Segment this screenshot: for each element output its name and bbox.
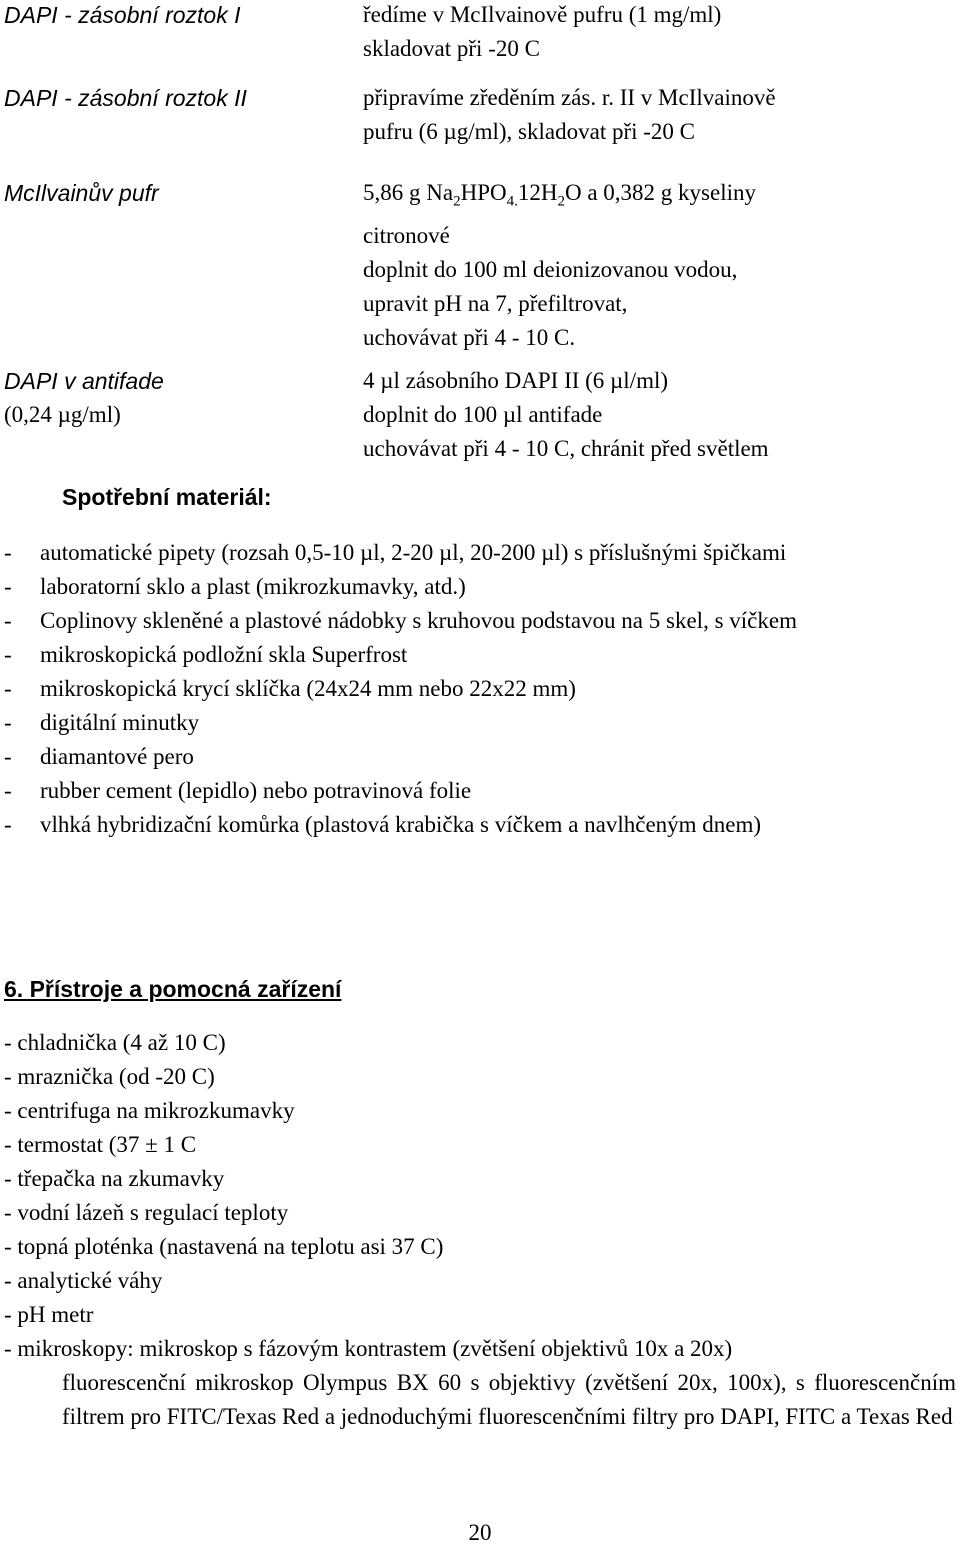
equipment-list bbox=[4, 1026, 956, 1434]
definition-term: McIlvainův pufr bbox=[4, 180, 159, 206]
definition-description bbox=[363, 0, 721, 66]
definition-subterm: (0,24 µg/ml) bbox=[4, 402, 121, 427]
definition-description bbox=[363, 81, 776, 149]
description-line: uchovávat při 4 - 10 C. bbox=[363, 324, 576, 350]
list-item-microscopes: - mikroskopy: mikroskop s fázovým kontrastem (zvětšení objektivů 10x a 20x) bbox=[4, 1336, 733, 1361]
list-item: - vlhká hybridizační komůrka (plastová krabička s víčkem a navlhčeným dnem) bbox=[4, 812, 762, 837]
consumables-list bbox=[4, 536, 956, 842]
description-line: skladovat při -20 C bbox=[363, 36, 540, 61]
definition-term: DAPI - zásobní roztok I bbox=[4, 2, 241, 28]
list-item: - rubber cement (lepidlo) nebo potravinová folie bbox=[4, 778, 472, 803]
description-line: uchovávat při 4 - 10 C, chránit před světlem bbox=[363, 436, 769, 461]
chapter-heading: 6. Přístroje a pomocná zařízení bbox=[4, 976, 342, 1002]
list-item-continuation: fluorescenční mikroskop Olympus BX 60 s objektivy (zvětšení 20x, 100x), s fluorescenčním filtrem pro FITC/Texas Red a jednoduchými fluorescenčními filtry pro DAPI, FITC a Texas Red bbox=[62, 1370, 956, 1429]
list-item: - termostat (37 ± 1 C bbox=[4, 1132, 197, 1157]
description-line: ředíme v McIlvainově pufru (1 mg/ml) bbox=[363, 2, 722, 27]
definition-description bbox=[363, 176, 756, 355]
list-item: - mikroskopická krycí sklíčka (24x24 mm nebo 22x22 mm) bbox=[4, 676, 576, 701]
definition-term: DAPI - zásobní roztok II bbox=[4, 85, 247, 111]
list-item: - topná ploténka (nastavená na teplotu asi 37 C) bbox=[4, 1234, 444, 1259]
definition-description bbox=[363, 364, 769, 466]
list-item: - digitální minutky bbox=[4, 710, 200, 735]
description-line: 4 µl zásobního DAPI II (6 µl/ml) bbox=[363, 368, 669, 393]
list-item: - analytické váhy bbox=[4, 1268, 163, 1293]
list-item: - vodní lázeň s regulací teploty bbox=[4, 1200, 289, 1225]
list-item: - chladnička (4 až 10 C) bbox=[4, 1030, 226, 1055]
page-number: 20 bbox=[468, 1520, 492, 1545]
list-item: - třepačka na zkumavky bbox=[4, 1166, 225, 1191]
list-item: - pH metr bbox=[4, 1302, 94, 1327]
description-line: doplnit do 100 ml deionizovanou vodou, bbox=[363, 256, 738, 282]
description-line: pufru (6 µg/ml), skladovat při -20 C bbox=[363, 119, 696, 144]
list-item: - automatické pipety (rozsah 0,5-10 µl, 2-20 µl, 20-200 µl) s příslušnými špičkami bbox=[4, 540, 787, 565]
consumables-heading: Spotřební materiál: bbox=[62, 484, 272, 510]
description-line: upravit pH na 7, přefiltrovat, bbox=[363, 290, 628, 316]
description-line: připravíme zředěním zás. r. II v McIlvainově bbox=[363, 85, 776, 110]
list-item: - centrifuga na mikrozkumavky bbox=[4, 1098, 295, 1123]
description-line: doplnit do 100 µl antifade bbox=[363, 402, 603, 427]
list-item: - diamantové pero bbox=[4, 744, 194, 769]
list-item: - mraznička (od -20 C) bbox=[4, 1064, 215, 1089]
definition-term: DAPI v antifade (0,24 µg/ml) bbox=[4, 364, 164, 432]
description-line: citronové bbox=[363, 222, 450, 248]
list-item: - laboratorní sklo a plast (mikrozkumavky, atd.) bbox=[4, 574, 466, 599]
list-item: - Coplinovy skleněné a plastové nádobky s kruhovou podstavou na 5 skel, s víčkem bbox=[4, 608, 797, 633]
list-item: - mikroskopická podložní skla Superfrost bbox=[4, 642, 408, 667]
formula-line: 5,86 g $Na_2HPO_{4.}12H_2O$ a 0,382 g kyseliny bbox=[363, 180, 756, 210]
